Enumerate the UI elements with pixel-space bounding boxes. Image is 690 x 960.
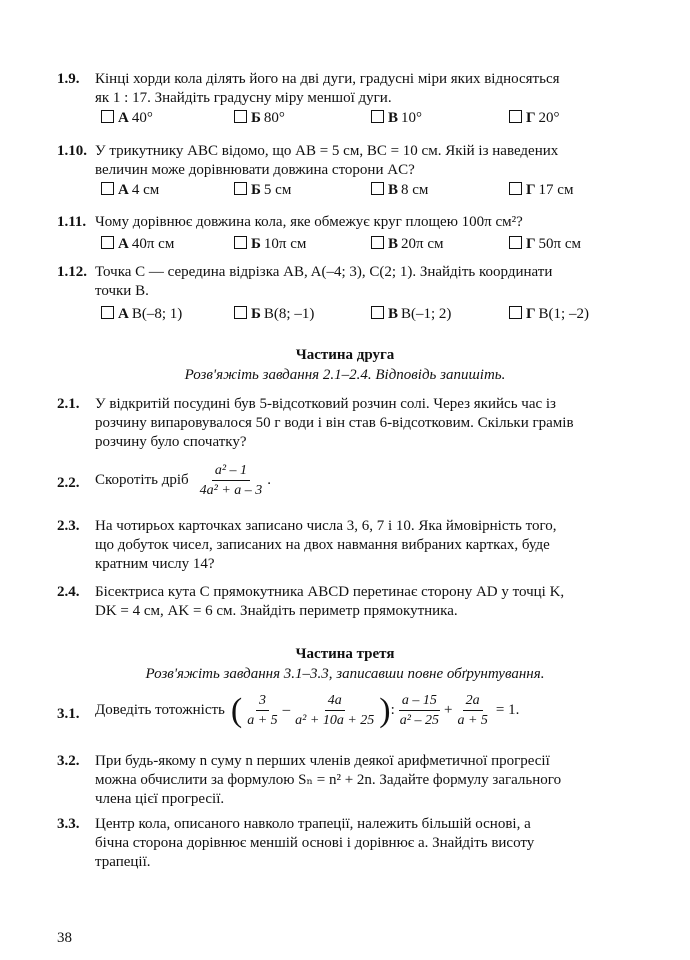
problem-number: 2.4.: [57, 584, 80, 600]
option-value: B(1; –2): [538, 306, 589, 322]
text-line: що добуток чисел, записаних на двох навмання вибраних картках, буде: [95, 537, 550, 553]
problem-text: [95, 752, 657, 809]
fraction-4: [454, 692, 490, 729]
problem-number: 2.1.: [57, 396, 80, 412]
option-c[interactable]: [371, 305, 451, 324]
numerator: a² – 1: [212, 462, 250, 481]
option-value: B(–1; 2): [401, 306, 452, 322]
option-d[interactable]: [509, 109, 560, 128]
text-line: Центр кола, описаного навколо трапеції, належить більшій основі, а: [95, 816, 531, 832]
checkbox-icon[interactable]: [234, 182, 247, 195]
problem-number: 1.10.: [57, 143, 87, 159]
option-letter: В: [388, 110, 399, 126]
problem-text: [95, 815, 657, 872]
option-value: 5 см: [263, 182, 292, 198]
option-letter: В: [388, 306, 399, 322]
numerator: 3: [256, 692, 269, 711]
numerator: 4a: [325, 692, 345, 711]
checkbox-icon[interactable]: [509, 182, 522, 195]
problem-text: [95, 395, 657, 452]
option-c[interactable]: [371, 181, 428, 200]
text-line: У трикутнику ABC відомо, що AB = 5 см, BC = 10 см. Якій із наведених: [95, 143, 559, 159]
text-line: Чому дорівнює довжина кола, яке обмежує круг площею 100π см²?: [95, 214, 523, 230]
problem-text: [95, 142, 657, 180]
text-line: величин може дорівнювати довжина сторони AC?: [95, 162, 415, 178]
option-value: B(–8; 1): [131, 306, 183, 322]
section-instruction: Розв'яжіть завдання 2.1–2.4. Відповідь запишіть.: [184, 367, 506, 383]
option-d[interactable]: [509, 181, 573, 200]
option-a[interactable]: [101, 305, 182, 324]
option-value: 40π см: [131, 236, 175, 252]
option-letter: А: [118, 236, 129, 252]
problem-3-1: [57, 692, 657, 729]
option-value: 4 см: [131, 182, 160, 198]
option-c[interactable]: [371, 235, 444, 254]
option-value: 40°: [131, 110, 153, 126]
problem-1-11: [57, 213, 657, 255]
problem-number: 1.9.: [57, 71, 80, 87]
text-line: Кінці хорди кола ділять його на дві дуги, градусні міри яких відносяться: [95, 71, 560, 87]
section-heading: Частина друга: [295, 347, 395, 363]
checkbox-icon[interactable]: [509, 110, 522, 123]
option-letter: В: [388, 236, 399, 252]
option-value: 10°: [401, 110, 423, 126]
problem-number: 3.1.: [57, 706, 80, 722]
problem-1-9: [57, 70, 657, 129]
option-letter: А: [118, 182, 129, 198]
option-b[interactable]: [234, 181, 291, 200]
equation-result: = 1.: [495, 702, 520, 718]
option-value: 50π см: [538, 236, 582, 252]
answer-options: [101, 235, 657, 255]
numerator: 2a: [463, 692, 483, 711]
text-line: точки B.: [95, 283, 149, 299]
option-letter: А: [118, 306, 129, 322]
option-a[interactable]: [101, 109, 153, 128]
problem-2-2: [57, 462, 657, 499]
option-value: 80°: [263, 110, 285, 126]
checkbox-icon[interactable]: [371, 236, 384, 249]
denominator: a² – 25: [399, 713, 439, 728]
option-c[interactable]: [371, 109, 422, 128]
checkbox-icon[interactable]: [234, 306, 247, 319]
fraction-3: [397, 692, 442, 729]
answer-options: [101, 181, 657, 201]
checkbox-icon[interactable]: [101, 110, 114, 123]
checkbox-icon[interactable]: [234, 110, 247, 123]
text-line: Скоротіть дріб: [95, 472, 189, 488]
problem-text: [95, 692, 657, 729]
answer-options: [101, 109, 657, 129]
option-value: 17 см: [538, 182, 574, 198]
option-letter: Б: [251, 182, 261, 198]
numerator: a – 15: [399, 692, 440, 711]
checkbox-icon[interactable]: [234, 236, 247, 249]
problem-number: 1.12.: [57, 264, 87, 280]
text-line: розчину було спочатку?: [95, 434, 247, 450]
option-value: B(8; –1): [263, 306, 315, 322]
problem-text: [95, 70, 657, 108]
fraction: [197, 462, 266, 499]
problem-number: 1.11.: [57, 214, 87, 230]
checkbox-icon[interactable]: [101, 236, 114, 249]
option-b[interactable]: [234, 305, 314, 324]
option-b[interactable]: [234, 109, 285, 128]
problem-number: 2.2.: [57, 475, 80, 491]
problem-1-10: [57, 142, 657, 201]
checkbox-icon[interactable]: [509, 236, 522, 249]
option-d[interactable]: [509, 305, 589, 324]
checkbox-icon[interactable]: [101, 182, 114, 195]
option-value: 8 см: [401, 182, 429, 198]
problem-text: [95, 517, 657, 574]
text-line: кратним числу 14?: [95, 556, 215, 572]
text-line: На чотирьох карточках записано числа 3, 6, 7 і 10. Яка ймовірність того,: [95, 518, 557, 534]
fraction-1: [244, 692, 280, 729]
problem-3-2: [57, 752, 657, 809]
problem-2-3: [57, 517, 657, 574]
option-letter: Г: [526, 306, 536, 322]
operator: +: [443, 702, 453, 718]
operator: –: [282, 702, 291, 718]
fraction-2: [292, 692, 377, 729]
option-letter: Г: [526, 110, 536, 126]
option-value: 10π см: [263, 236, 307, 252]
text-line: DK = 4 см, AK = 6 см. Знайдіть периметр прямокутника.: [95, 603, 458, 619]
text-line: Точка C — середина відрізка AB, A(–4; 3), C(2; 1). Знайдіть координати: [95, 264, 553, 280]
option-letter: Г: [526, 236, 536, 252]
section-instruction: Розв'яжіть завдання 3.1–3.3, записавши повне обґрунтування.: [145, 666, 545, 682]
problem-text: [95, 213, 657, 232]
page-number: 38: [57, 930, 72, 946]
option-a[interactable]: [101, 235, 174, 254]
denominator: a + 5: [457, 713, 488, 728]
answer-options: [101, 305, 657, 325]
option-letter: Б: [251, 110, 261, 126]
checkbox-icon[interactable]: [101, 306, 114, 319]
problem-number: 3.2.: [57, 753, 80, 769]
option-letter: В: [388, 182, 399, 198]
text-line: як 1 : 17. Знайдіть градусну міру меншої дуги.: [95, 90, 392, 106]
problem-text: [95, 263, 657, 301]
problem-text: [95, 462, 657, 499]
option-value: 20π см: [401, 236, 444, 252]
problem-number: 2.3.: [57, 518, 80, 534]
text-line: розчину випаровувалося 50 г води і він став 6-відсотковим. Скільки грамів: [95, 415, 574, 431]
text-line: можна обчислити за формулою Sₙ = n² + 2n. Задайте формулу загального: [95, 772, 562, 788]
problem-text: [95, 583, 657, 621]
problem-3-3: [57, 815, 657, 872]
option-d[interactable]: [509, 235, 581, 254]
text-line: У відкритій посудині був 5-відсотковий розчин солі. Через якийсь час із: [95, 396, 556, 412]
denominator: 4a² + a – 3: [199, 483, 263, 498]
option-value: 20°: [538, 110, 560, 126]
text-line: Бісектриса кута C прямокутника ABCD перетинає сторону AD у точці K,: [95, 584, 565, 600]
text-line: члена цієї прогресії.: [95, 791, 225, 807]
right-paren: ): [379, 691, 391, 729]
operator: :: [390, 702, 395, 718]
problem-2-1: [57, 395, 657, 452]
text-line: трапеції.: [95, 854, 151, 870]
problem-2-4: [57, 583, 657, 621]
option-letter: Б: [251, 306, 261, 322]
problem-1-12: [57, 263, 657, 325]
problem-number: 3.3.: [57, 816, 80, 832]
checkbox-icon[interactable]: [509, 306, 522, 319]
punctuation: .: [267, 472, 272, 488]
option-letter: Б: [251, 236, 261, 252]
text-line: бічна сторона дорівнює меншій основі і дорівнює a. Знайдіть висоту: [95, 835, 535, 851]
option-b[interactable]: [234, 235, 306, 254]
option-letter: А: [118, 110, 129, 126]
section-heading: Частина третя: [295, 646, 395, 662]
checkbox-icon[interactable]: [371, 182, 384, 195]
checkbox-icon[interactable]: [371, 110, 384, 123]
option-letter: Г: [526, 182, 536, 198]
denominator: a + 5: [247, 713, 278, 728]
text-line: При будь-якому n суму n перших членів деякої арифметичної прогресії: [95, 753, 550, 769]
text-line: Доведіть тотожність: [95, 702, 225, 718]
left-paren: (: [230, 691, 243, 729]
denominator: a² + 10a + 25: [295, 713, 375, 728]
option-a[interactable]: [101, 181, 159, 200]
checkbox-icon[interactable]: [371, 306, 384, 319]
